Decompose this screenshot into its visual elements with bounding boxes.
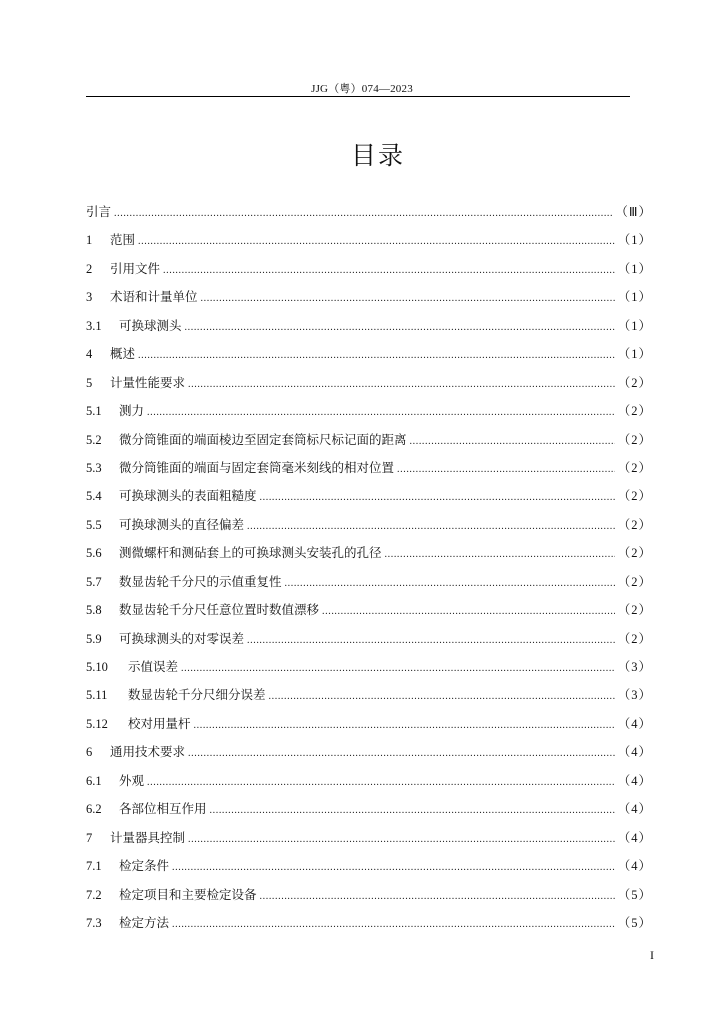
toc-entry-title: 校对用量杆 (128, 715, 191, 731)
toc-entry-number: 5 (86, 375, 93, 390)
toc-entry-number: 2 (86, 261, 93, 276)
toc-leader-dots (247, 513, 615, 541)
toc-entry-page: （2） (617, 574, 652, 589)
toc-leader-dots (181, 655, 615, 683)
toc-entry (86, 710, 652, 738)
toc-entry (86, 625, 652, 653)
toc-entry-title: 数显齿轮千分尺任意位置时数值漂移 (119, 602, 320, 618)
toc-entry-title: 检定方法 (119, 914, 170, 930)
toc-entry-number: 5.12 (86, 716, 108, 731)
toc-entry-page: （2） (617, 404, 652, 419)
toc-entry-page: （2） (617, 631, 652, 646)
toc-leader-dots (172, 854, 615, 882)
page-number: I (650, 948, 654, 962)
toc-entry-title: 可换球测头的对零误差 (119, 630, 245, 646)
toc-leader-dots (269, 683, 615, 711)
toc-entry-title: 引言 (86, 204, 112, 219)
toc-entry (86, 681, 652, 709)
toc-entry (86, 596, 652, 624)
toc-entry (86, 511, 652, 539)
toc-entry-page: （1） (617, 233, 652, 248)
header-divider (86, 96, 630, 97)
toc-entry-page: （2） (617, 489, 652, 504)
toc-entry-page: （1） (617, 261, 652, 276)
toc-entry-title: 概述 (110, 346, 136, 362)
toc-entry (86, 881, 652, 909)
toc-entry (86, 198, 652, 226)
toc-entry-title: 范围 (110, 232, 136, 248)
toc-entry-page: （2） (617, 460, 652, 475)
toc-entry-number: 7.3 (86, 915, 102, 930)
toc-entry-title: 测力 (119, 403, 145, 419)
toc-leader-dots (138, 342, 615, 370)
toc-entry-number: 7 (86, 830, 93, 845)
toc-entry-page: （4） (617, 745, 652, 760)
toc-entry (86, 255, 652, 283)
toc-leader-dots (285, 570, 615, 598)
toc-leader-dots (114, 200, 612, 228)
toc-entry-number: 3 (86, 290, 93, 305)
document-code-header: JJG（粤）074—2023 (311, 83, 413, 95)
toc-entry-page: （5） (617, 887, 652, 902)
toc-leader-dots (147, 769, 615, 797)
toc-leader-dots (163, 257, 615, 285)
toc-leader-dots (185, 314, 615, 342)
toc-entry (86, 312, 652, 340)
toc-entry-page: （3） (617, 660, 652, 674)
page-title: 目录 (350, 141, 405, 170)
toc-entry-page: （3） (617, 688, 652, 703)
toc-leader-dots (322, 598, 615, 626)
toc-entry (86, 909, 652, 937)
toc-entry-page: （4） (617, 716, 652, 731)
toc-entry-page: （4） (617, 859, 652, 874)
toc-entry (86, 454, 652, 482)
toc-leader-dots (397, 456, 615, 484)
toc-leader-dots (410, 428, 615, 456)
toc-leader-dots (188, 740, 615, 768)
toc-entry-number: 5.10 (86, 660, 108, 674)
toc-entry (86, 568, 652, 596)
toc-entry-page: （1） (617, 347, 652, 362)
toc-entry-number: 6.2 (86, 802, 102, 817)
toc-entry-number: 5.3 (86, 460, 102, 475)
toc-entry-page: （4） (617, 802, 652, 817)
toc-entry-number: 5.5 (86, 517, 102, 532)
toc-entry (86, 653, 652, 681)
toc-leader-dots (194, 712, 615, 740)
toc-leader-dots (147, 399, 615, 427)
toc-leader-dots (260, 484, 615, 512)
toc-leader-dots (260, 883, 615, 911)
toc-entry-title: 计量器具控制 (110, 829, 186, 845)
toc-entry-page: （Ⅲ） (615, 205, 652, 219)
table-of-contents (86, 198, 652, 937)
toc-entry (86, 226, 652, 254)
toc-entry (86, 482, 652, 510)
toc-entry-page: （2） (617, 375, 652, 390)
toc-entry-number: 6.1 (86, 773, 102, 788)
toc-entry (86, 824, 652, 852)
toc-entry-title: 示值误差 (128, 659, 179, 674)
toc-entry-page: （5） (617, 915, 652, 930)
toc-entry-title: 术语和计量单位 (110, 289, 198, 305)
toc-entry (86, 426, 652, 454)
toc-entry-number: 5.1 (86, 404, 102, 419)
toc-entry-title: 数显齿轮千分尺的示值重复性 (119, 573, 282, 589)
toc-entry (86, 852, 652, 880)
toc-entry (86, 283, 652, 311)
toc-entry-page: （2） (617, 517, 652, 532)
toc-entry-title: 通用技术要求 (110, 744, 186, 760)
toc-entry (86, 539, 652, 567)
toc-entry-title: 微分筒锥面的端面与固定套筒毫米刻线的相对位置 (119, 459, 395, 475)
toc-entry-number: 5.9 (86, 631, 102, 646)
toc-entry-title: 可换球测头 (119, 317, 182, 333)
toc-entry-page: （2） (617, 603, 652, 618)
toc-entry (86, 369, 652, 397)
toc-entry-title: 微分筒锥面的端面棱边至固定套筒标尺标记面的距离 (119, 431, 407, 447)
toc-leader-dots (188, 826, 615, 854)
toc-entry-number: 5.6 (86, 546, 102, 561)
toc-leader-dots (385, 541, 615, 569)
toc-leader-dots (172, 911, 615, 939)
toc-entry-title: 外观 (119, 772, 145, 788)
toc-entry-title: 各部位相互作用 (119, 801, 207, 817)
toc-entry-number: 5.2 (86, 432, 102, 447)
toc-entry-number: 5.4 (86, 489, 102, 504)
toc-entry-title: 检定项目和主要检定设备 (119, 886, 257, 902)
toc-entry (86, 767, 652, 795)
toc-leader-dots (210, 797, 615, 825)
toc-entry (86, 397, 652, 425)
toc-entry-title: 计量性能要求 (110, 374, 186, 390)
toc-entry-number: 5.11 (86, 688, 108, 703)
toc-entry-number: 5.8 (86, 603, 102, 618)
toc-entry-page: （1） (617, 290, 652, 305)
toc-entry-title: 可换球测头的表面粗糙度 (119, 488, 257, 504)
toc-entry-page: （4） (617, 773, 652, 788)
toc-entry-page: （2） (617, 546, 652, 561)
toc-entry-title: 检定条件 (119, 858, 170, 874)
toc-entry-page: （4） (617, 830, 652, 845)
toc-entry-number: 3.1 (86, 318, 102, 333)
toc-entry (86, 795, 652, 823)
toc-entry-number: 7.1 (86, 859, 102, 874)
toc-entry-title: 测微螺杆和测砧套上的可换球测头安装孔的孔径 (119, 545, 382, 561)
toc-entry-title: 数显齿轮千分尺细分误差 (128, 687, 266, 703)
toc-entry-page: （2） (617, 432, 652, 447)
toc-leader-dots (247, 627, 615, 655)
toc-entry-number: 1 (86, 233, 93, 248)
toc-entry-number: 5.7 (86, 574, 102, 589)
toc-entry-title: 引用文件 (110, 260, 161, 276)
toc-leader-dots (201, 285, 615, 313)
toc-leader-dots (138, 228, 615, 256)
toc-entry (86, 738, 652, 766)
toc-entry-number: 4 (86, 347, 93, 362)
toc-entry-title: 可换球测头的直径偏差 (119, 516, 245, 532)
toc-leader-dots (188, 371, 615, 399)
toc-entry-page: （1） (617, 318, 652, 333)
toc-entry-number: 6 (86, 745, 93, 760)
toc-entry-number: 7.2 (86, 887, 102, 902)
toc-entry (86, 340, 652, 368)
